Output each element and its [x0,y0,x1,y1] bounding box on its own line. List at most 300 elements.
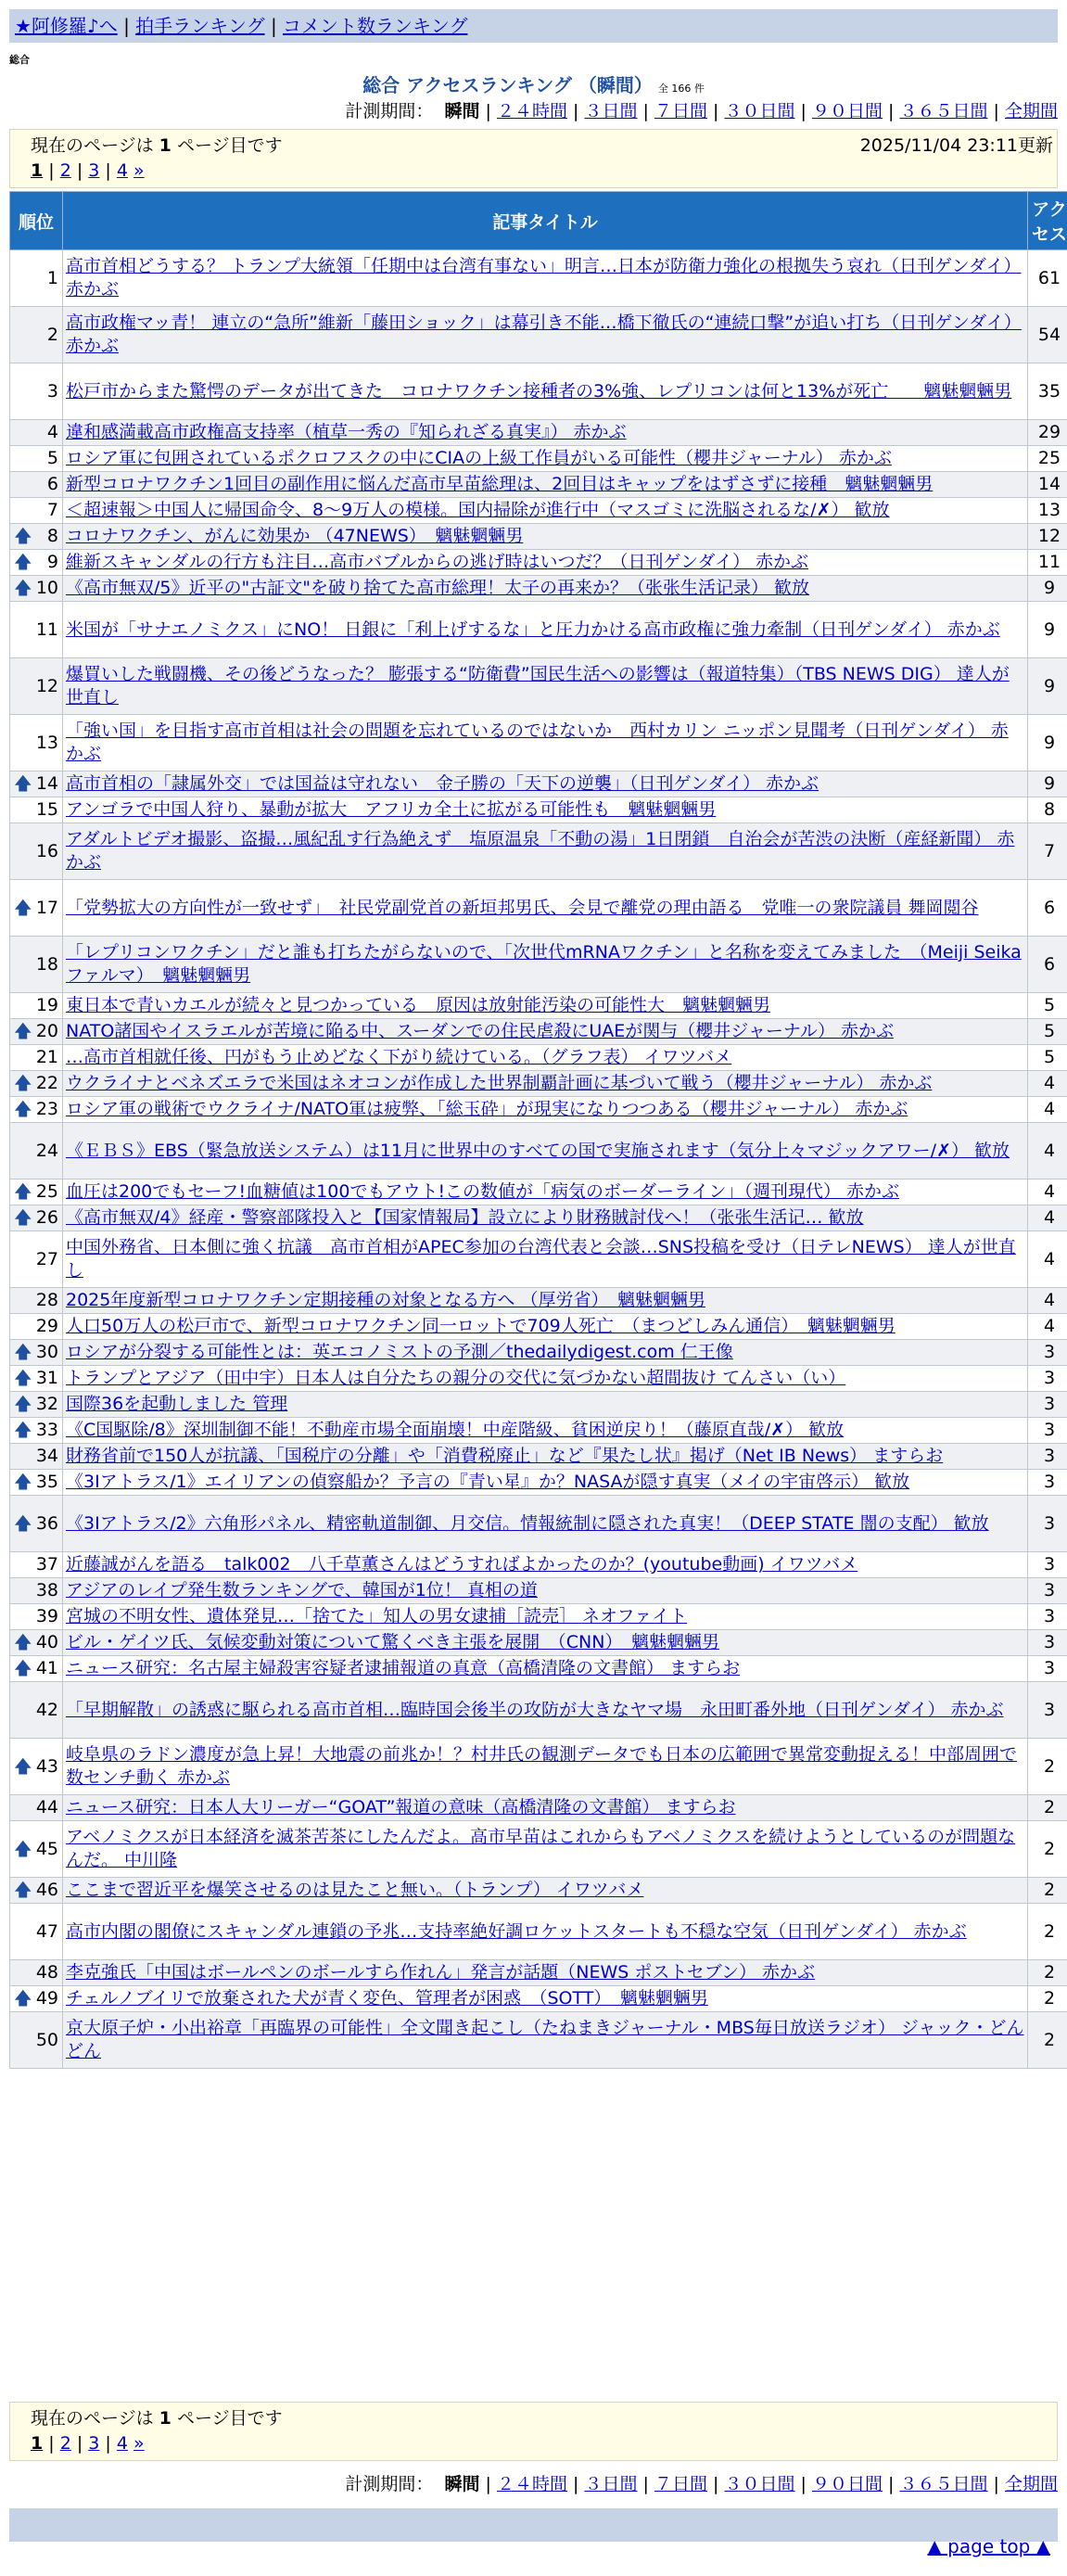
table-header-row [10,192,1067,250]
rank-cell [10,1578,63,1604]
table-row [10,1578,1067,1604]
table-row [10,1552,1067,1578]
rank-cell [10,1960,63,1986]
up-arrow-icon: 🡅 [14,578,32,598]
table-row [10,797,1067,823]
period-option-link[interactable]: ２４時間 [496,101,567,121]
table-row [10,937,1067,993]
article-title-link[interactable]: 近藤誠がんを語る talk002 八千草薫さんはどうすればよかったのか？(youtube動画) イワツバメ [66,1554,858,1575]
title-cell [63,1656,1028,1682]
rank-cell [10,446,63,472]
table-row [10,715,1067,772]
access-count: 9 [1028,658,1067,715]
period-separator: | [567,101,585,121]
page-separator: | [70,2433,89,2454]
period-options [486,101,1058,121]
rank-cell [10,1123,63,1180]
period-separator: | [987,101,1005,121]
rank-cell [10,1630,63,1656]
rank-number: 31 [35,1368,58,1388]
article-title-link[interactable]: ビル・ゲイツ氏、気候変動対策について驚くべき主張を展開 （CNN） 魑魅魍魎男 [66,1632,719,1652]
period-option-link[interactable]: ７日間 [654,2474,707,2494]
article-title-link[interactable]: トランプとアジア（田中宇）日本人は自分たちの親分の交代に気づかない超間抜け てんさい（い） [66,1368,846,1388]
article-title-link[interactable]: 財務省前で150人が抗議、「国税庁の分離」や「消費税廃止」など『果たし状』掲げ（Net IB News） ますらお [66,1446,944,1466]
rank-cell [10,1180,63,1205]
table-row [10,1739,1067,1795]
rank-number: 10 [35,578,58,598]
article-title-link[interactable]: 2025年度新型コロナワクチン定期接種の対象となる方へ （厚労省） 魑魅魍魎男 [66,1290,705,1310]
rank-number: 46 [35,1880,58,1900]
access-count: 2 [1028,1960,1067,1986]
rank-number: 30 [35,1342,58,1362]
title-cell [63,1205,1028,1231]
access-count: 2 [1028,1795,1067,1821]
article-title-link[interactable]: NATO諸国やイスラエルが苦境に陥る中、スーダンでの住民虐殺にUAEが関与（櫻井ジャーナル） 赤かぶ [66,1021,894,1041]
table-row [10,1340,1067,1366]
table-row [10,363,1067,420]
pager-bottom [9,2402,1058,2461]
period-separator: | [987,2474,1005,2494]
rank-number: 11 [35,618,58,640]
category-label: 総合 [9,54,30,66]
title-cell [63,1578,1028,1604]
article-title-link[interactable]: ＜超速報＞中国人に帰国命令、8～9万人の模様。国内掃除が進行中（マスゴミに洗脳されるな/✗） 歓放 [66,500,890,520]
title-cell [63,1288,1028,1314]
rank-cell [10,420,63,446]
rank-number: 34 [35,1446,58,1466]
title-cell [63,937,1028,993]
period-separator: | [883,101,900,121]
period-selector-top [345,97,1058,122]
rank-number: 33 [35,1420,58,1440]
access-count: 4 [1028,1288,1067,1314]
table-row [10,1314,1067,1340]
article-title-link[interactable]: 米国が「サナエノミクス」にNO！ 日銀に「利上げするな」と圧力かける高市政権に強力牽制（日刊ゲンダイ） 赤かぶ [66,618,1000,640]
title-cell [63,1470,1028,1496]
period-option-link[interactable]: ９０日間 [811,2474,883,2494]
period-option-link[interactable]: ７日間 [654,101,707,121]
title-cell [63,2012,1028,2069]
rank-number: 32 [35,1394,58,1414]
article-title-link[interactable]: アンゴラで中国人狩り、暴動が拡大 アフリカ全土に拡がる可能性も 魑魅魍魎男 [66,799,717,820]
access-count: 14 [1028,472,1067,498]
title-cell [63,1019,1028,1045]
page-link-current: 1 [31,160,44,181]
page-link[interactable]: 4 [116,160,128,181]
access-count: 8 [1028,797,1067,823]
rank-number: 29 [35,1316,58,1336]
period-label: 計測期間： [345,101,434,121]
article-title-link[interactable]: ニュース研究：名古屋主婦殺害容疑者逮捕報道の真意（高橋清隆の文書館） ますらお [66,1658,741,1678]
rank-number: 44 [35,1797,58,1817]
rank-number: 28 [35,1290,58,1310]
rank-number: 19 [35,995,58,1015]
period-current: 瞬間 [444,2474,480,2494]
article-title-link[interactable]: 「強い国」を目指す高市首相は社会の問題を忘れているのではないか 西村カリン ニッポン見聞考（日刊ゲンダイ） 赤かぶ [66,721,1009,764]
rank-number: 40 [35,1632,58,1652]
article-title-link[interactable]: 「レプリコンワクチン」だと誰も打ちたがらないので、「次世代mRNAワクチン」と名称を変えてみました （Meiji Seika ファルマ） 魑魅魍魎男 [66,942,1022,986]
access-count: 2 [1028,1739,1067,1795]
rank-cell [10,602,63,658]
period-option-link[interactable]: ３０日間 [724,101,795,121]
up-arrow-icon: 🡅 [14,1394,32,1414]
article-title-link[interactable]: 国際36を起動しました 管理 [66,1394,288,1414]
rank-number: 13 [35,732,58,753]
table-row [10,420,1067,446]
rank-cell [10,1656,63,1682]
article-title-link[interactable]: アジアのレイプ発生数ランキングで、韓国が1位！ 真相の道 [66,1580,538,1600]
up-arrow-icon: 🡅 [14,1632,32,1652]
title-cell [63,1795,1028,1821]
title-cell [63,524,1028,550]
rank-number: 39 [35,1606,58,1626]
next-page-link[interactable]: » [133,2433,145,2454]
access-count: 4 [1028,1180,1067,1205]
rank-number: 47 [35,1920,58,1942]
pager-suffix: ページ目です [171,135,283,156]
rank-number: 36 [35,1512,58,1534]
period-option-link[interactable]: ３日間 [584,2474,638,2494]
article-title-link[interactable]: 維新スキャンダルの行方も注目…高市バブルからの逃げ時はいつだ？（日刊ゲンダイ） 赤かぶ [66,552,809,572]
up-arrow-icon: 🡅 [14,1838,32,1859]
updated-timestamp: 2025/11/04 23:11更新 [859,135,1053,156]
access-count: 4 [1028,1231,1067,1288]
article-title-link[interactable]: ニュース研究：日本人大リーガー“GOAT”報道の意味（高橋清隆の文書館） ますらお [66,1797,736,1817]
access-count: 29 [1028,420,1067,446]
rank-number: 42 [35,1699,58,1720]
title-cell [63,1444,1028,1470]
rank-cell [10,1071,63,1097]
title-cell [63,1071,1028,1097]
rank-number: 27 [35,1248,58,1269]
title-cell [63,993,1028,1019]
rank-cell [10,1340,63,1366]
rank-cell [10,797,63,823]
table-row [10,880,1067,937]
access-count: 4 [1028,1205,1067,1231]
access-count: 11 [1028,550,1067,576]
table-row [10,1366,1067,1392]
pager-suffix: ページ目です [171,2408,283,2429]
rank-number: 14 [35,773,58,794]
period-option-link[interactable]: ３６５日間 [899,2474,988,2494]
up-arrow-icon: 🡅 [14,1181,32,1202]
home-link[interactable]: ★阿修羅♪へ [15,15,118,37]
article-title-link[interactable]: 「党勢拡大の方向性が一致せず」 社民党副党首の新垣邦男氏、会見で離党の理由語る 党唯一の衆院議員 舞岡閲谷 [66,897,979,918]
article-title-link[interactable]: アダルトビデオ撮影、盗撮…風紀乱す行為絶えず 塩原温泉「不動の湯」1日閉鎖 自治会が苦渋の決断（産経新聞） 赤かぶ [66,829,1015,873]
table-row [10,1496,1067,1552]
access-count: 3 [1028,1604,1067,1630]
up-arrow-icon: 🡅 [14,897,32,918]
page-link[interactable]: 3 [88,160,100,181]
rank-cell [10,1231,63,1288]
up-arrow-icon: 🡅 [14,1512,32,1534]
rank-number: 21 [35,1047,58,1067]
article-title-link[interactable]: 高市首相どうする？ トランプ大統領「任期中は台湾有事ない」明言…日本が防衛力強化の根拠失う哀れ（日刊ゲンダイ） 赤かぶ [66,256,1022,300]
title-cell [63,250,1028,307]
rank-cell [10,550,63,576]
access-count: 3 [1028,1496,1067,1552]
applause-ranking-link[interactable]: 拍手ランキング [135,15,265,37]
page-links [31,160,1036,181]
title-cell [63,1960,1028,1986]
rank-cell [10,524,63,550]
title-cell [63,1878,1028,1904]
title-cell [63,1180,1028,1205]
table-row [10,772,1067,797]
article-title-link[interactable]: …高市首相就任後、円がもう止めどなく下がり続けている。（グラフ表） イワツバメ [66,1047,732,1067]
column-header-rank: 順位 [10,192,63,250]
title-cell [63,1904,1028,1960]
page-top-link[interactable]: ▲ page top ▲ [927,2535,1050,2557]
article-title-link[interactable]: 高市首相の「隷属外交」では国益は守れない 金子勝の「天下の逆襲」（日刊ゲンダイ） 赤かぶ [66,773,819,794]
period-option-link[interactable]: ９０日間 [811,101,883,121]
article-title-link[interactable]: 新型コロナワクチン1回目の副作用に悩んだ高市早苗総理は、2回目はキャップをはずさずに接種 魑魅魍魎男 [66,474,934,494]
article-title-link[interactable]: 岐阜県のラドン濃度が急上昇！大地震の前兆か！？村井氏の観測データでも日本の広範囲で異常変動捉える！中部周囲で数センチ動く 赤かぶ [66,1744,1018,1788]
period-separator: | [794,101,812,121]
title-cell [63,1231,1028,1288]
access-count: 6 [1028,880,1067,937]
article-title-link[interactable]: ロシア軍の戦術でウクライナ/NATO軍は疲弊、「総玉砕」が現実になりつつある（櫻井ジャーナル） 赤かぶ [66,1099,908,1119]
rank-cell [10,715,63,772]
rank-number: 38 [35,1580,58,1600]
up-arrow-icon: 🡅 [14,1658,32,1678]
period-option-link[interactable]: ３日間 [584,101,638,121]
access-count: 9 [1028,715,1067,772]
page-title-block [0,70,1067,97]
up-arrow-icon: 🡅 [14,1342,32,1362]
up-arrow-icon: 🡅 [14,552,32,572]
rank-cell [10,1392,63,1418]
article-title-link[interactable]: 東日本で青いカエルが続々と見つかっている 原因は放射能汚染の可能性大 魑魅魍魎男 [66,995,771,1015]
article-title-link[interactable]: 宮城の不明女性、遺体発見…「捨てた」知人の男女逮捕［読売］ ネオファイト [66,1606,688,1626]
pager-prefix: 現在のページは [31,135,159,156]
title-cell [63,307,1028,363]
title-cell [63,1552,1028,1578]
table-row [10,658,1067,715]
top-nav-bar [9,9,1058,43]
period-option-link[interactable]: 全期間 [1004,101,1058,121]
table-row [10,1630,1067,1656]
access-count: 3 [1028,1630,1067,1656]
rank-number: 22 [35,1073,58,1093]
article-title-link[interactable]: チェルノブイリで放棄された犬が青く変色、管理者が困惑 （SOTT） 魑魅魍魎男 [66,1988,708,2009]
rank-cell [10,1904,63,1960]
rank-cell [10,1552,63,1578]
rank-cell [10,1682,63,1739]
rank-number: 49 [35,1988,58,2009]
title-cell [63,1821,1028,1878]
article-title-link[interactable]: 爆買いした戦闘機、その後どうなった？ 膨張する“防衛費”国民生活への影響は（報道特集）（TBS NEWS DIG） 達人が世直し [66,664,1010,708]
up-arrow-icon: 🡅 [14,1207,32,1228]
up-arrow-icon: 🡅 [14,526,32,546]
article-title-link[interactable]: 高市内閣の閣僚にスキャンダル連鎖の予兆…支持率絶好調ロケットスタートも不穏な空気（日刊ゲンダイ） 赤かぶ [66,1920,967,1942]
article-title-link[interactable]: コロナワクチン、がんに効果か （47NEWS） 魑魅魍魎男 [66,526,524,546]
access-count: 5 [1028,1045,1067,1071]
rank-cell [10,1045,63,1071]
article-title-link[interactable]: 《高市無双/4》経産・警察部隊投入と【国家情報局】設立により財務賊討伐へ！（张张生活记… 歓放 [66,1207,864,1228]
article-title-link[interactable]: 李克強氏「中国はボールペンのボールすら作れん」発言が話題（NEWS ポストセブン） 赤かぶ [66,1962,816,1983]
title-cell [63,602,1028,658]
access-count: 9 [1028,772,1067,797]
access-count: 3 [1028,1392,1067,1418]
comment-ranking-link[interactable]: コメント数ランキング [283,15,468,37]
page-separator: | [43,160,60,181]
rank-number: 20 [35,1021,58,1041]
rank-cell [10,772,63,797]
title-cell [63,1314,1028,1340]
page-separator: | [70,160,89,181]
article-title-link[interactable]: ウクライナとベネズエラで米国はネオコンが作成した世界制覇計画に基づいて戦う（櫻井ジャーナル） 赤かぶ [66,1073,933,1093]
page-link[interactable]: 3 [88,2433,100,2454]
pager-prefix: 現在のページは [31,2408,159,2429]
table-row [10,1604,1067,1630]
access-count: 3 [1028,1340,1067,1366]
table-row [10,472,1067,498]
title-cell [63,1123,1028,1180]
article-title-link[interactable]: 《3Iアトラス/1》エイリアンの偵察船か？予言の『青い星』か？NASAが隠す真実（メイの宇宙啓示） 歓放 [66,1472,910,1492]
period-selector-bottom [345,2470,1058,2495]
title-cell [63,1366,1028,1392]
title-cell [63,576,1028,602]
period-option-link[interactable]: ３６５日間 [899,101,988,121]
table-row [10,1904,1067,1960]
access-count: 35 [1028,363,1067,420]
article-title-link[interactable]: 高市政権マッ青！ 連立の“急所”維新「藤田ショック」は幕引き不能…橋下徹氏の“連続口撃”が追い打ち（日刊ゲンダイ） 赤かぶ [66,312,1022,356]
rank-cell [10,823,63,880]
article-title-link[interactable]: 血圧は200でもセーフ!血糖値は100でもアウト!この数値が「病気のボーダーライン」（週刊現代） 赤かぶ [66,1181,900,1202]
period-separator: | [707,2474,725,2494]
rank-number: 24 [35,1140,58,1161]
rank-cell [10,1986,63,2012]
rank-number: 16 [35,840,58,861]
access-count: 4 [1028,1314,1067,1340]
table-row [10,446,1067,472]
title-cell [63,1097,1028,1123]
article-title-link[interactable]: ここまで習近平を爆笑させるのは見たこと無い。（トランプ） イワツバメ [66,1880,644,1900]
rank-number: 50 [35,2029,58,2050]
rank-number: 43 [35,1755,58,1777]
rank-cell [10,576,63,602]
period-option-link[interactable]: ２４時間 [496,2474,567,2494]
rank-number: 37 [35,1554,58,1575]
article-title-link[interactable]: 「早期解散」の誘惑に駆られる高市首相…臨時国会後半の攻防が大きなヤマ場 永田町番外地（日刊ゲンダイ） 赤かぶ [66,1699,1004,1720]
rank-cell [10,993,63,1019]
table-row [10,1960,1067,1986]
up-arrow-icon: 🡅 [14,773,32,794]
up-arrow-icon: 🡅 [14,1420,32,1440]
rank-cell [10,1444,63,1470]
access-count: 61 [1028,250,1067,307]
access-count: 13 [1028,498,1067,524]
table-row [10,823,1067,880]
article-title-link[interactable]: 《ＥＢＳ》EBS（緊急放送システム）は11月に世界中のすべての国で実施されます（気分上々マジックアワー/✗） 歓放 [66,1140,1010,1161]
table-row [10,307,1067,363]
article-title-link[interactable]: 人口50万人の松戸市で、新型コロナワクチン同一ロットで709人死亡 （まつどしみん通信） 魑魅魍魎男 [66,1316,896,1336]
article-title-link[interactable]: 京大原子炉・小出裕章「再臨界の可能性」全文聞き起こし（たねまきジャーナル・MBS毎日放送ラジオ） ジャック・どんどん [66,2018,1024,2061]
rank-cell [10,937,63,993]
period-options [486,2474,1058,2494]
rank-cell [10,472,63,498]
period-separator: | [794,2474,812,2494]
page-link[interactable]: 4 [116,2433,128,2454]
access-count: 2 [1028,2012,1067,2069]
period-separator: | [485,2474,497,2494]
access-count: 6 [1028,937,1067,993]
article-title-link[interactable]: 《C国駆除/8》深圳制御不能！不動産市場全面崩壊！中産階級、貧困逆戻り！（藤原直哉/✗） 歓放 [66,1420,845,1440]
rank-number: 15 [35,799,58,820]
table-row [10,1418,1067,1444]
period-separator: | [637,101,654,121]
article-title-link[interactable]: アベノミクスが日本経済を滅茶苦茶にしたんだよ。高市早苗はこれからもアベノミクスを続けようとしているのが問題なんだ。 中川隆 [66,1827,1016,1870]
access-count: 4 [1028,1071,1067,1097]
page-link[interactable]: 2 [59,160,71,181]
title-cell [63,1340,1028,1366]
table-row [10,993,1067,1019]
article-title-link[interactable]: 違和感満載高市政権高支持率（植草一秀の『知られざる真実』） 赤かぶ [66,422,627,442]
table-row [10,602,1067,658]
title-cell [63,772,1028,797]
table-row [10,1205,1067,1231]
next-page-link[interactable]: » [133,160,145,181]
rank-number: 48 [35,1962,58,1983]
title-cell [63,1604,1028,1630]
rank-number: 1 [46,267,58,288]
rank-number: 3 [46,380,58,402]
access-count: 9 [1028,576,1067,602]
page-link[interactable]: 2 [59,2433,71,2454]
rank-cell [10,880,63,937]
access-count: 2 [1028,1904,1067,1960]
access-count: 2 [1028,1878,1067,1904]
access-count: 5 [1028,993,1067,1019]
up-arrow-icon: 🡅 [14,1755,32,1777]
title-cell [63,363,1028,420]
article-title-link[interactable]: 《高市無双/5》近平の"古証文"を破り捨てた高市総理！太子の再来か？（张张生活记录） 歓放 [66,578,810,598]
title-cell [63,1682,1028,1739]
rank-cell [10,1288,63,1314]
page-links [31,2433,1036,2454]
table-row [10,250,1067,307]
page-title: 総合 アクセスランキング （瞬間） [362,74,653,96]
rank-cell [10,1470,63,1496]
period-option-link[interactable]: 全期間 [1004,2474,1058,2494]
access-count: 9 [1028,602,1067,658]
rank-number: 8 [46,526,58,546]
article-title-link[interactable]: 《3Iアトラス/2》六角形パネル、精密軌道制御、月交信。情報統制に隠された真実！（DEEP STATE 闇の支配） 歓放 [66,1512,989,1534]
title-cell [63,1739,1028,1795]
rank-cell [10,1019,63,1045]
access-count: 7 [1028,823,1067,880]
article-title-link[interactable]: ロシアが分裂する可能性とは：英エコノミストの予測／thedailydigest.com 仁王像 [66,1342,733,1362]
table-row [10,498,1067,524]
page-link-current: 1 [31,2433,44,2454]
pager-current-number: 1 [159,135,171,156]
table-row [10,1097,1067,1123]
rank-cell [10,1496,63,1552]
article-title-link[interactable]: 中国外務省、日本側に強く抗議 高市首相がAPEC参加の台湾代表と会談…SNS投稿を受け（日テレNEWS） 達人が世直し [66,1237,1016,1281]
article-title-link[interactable]: 松戸市からまた驚愕のデータが出てきた コロナワクチン接種者の3%強、レプリコンは何と13%が死亡 魑魅魍魎男 [66,380,1012,402]
rank-cell [10,1878,63,1904]
title-cell [63,797,1028,823]
article-title-link[interactable]: ロシア軍に包囲されているポクロフスクの中にCIAの上級工作員がいる可能性（櫻井ジャーナル） 赤かぶ [66,448,892,468]
table-row [10,1071,1067,1097]
access-count: 4 [1028,1123,1067,1180]
title-cell [63,498,1028,524]
period-option-link[interactable]: ３０日間 [724,2474,795,2494]
pager-current-text [31,2404,1036,2429]
rank-number: 25 [35,1181,58,1202]
